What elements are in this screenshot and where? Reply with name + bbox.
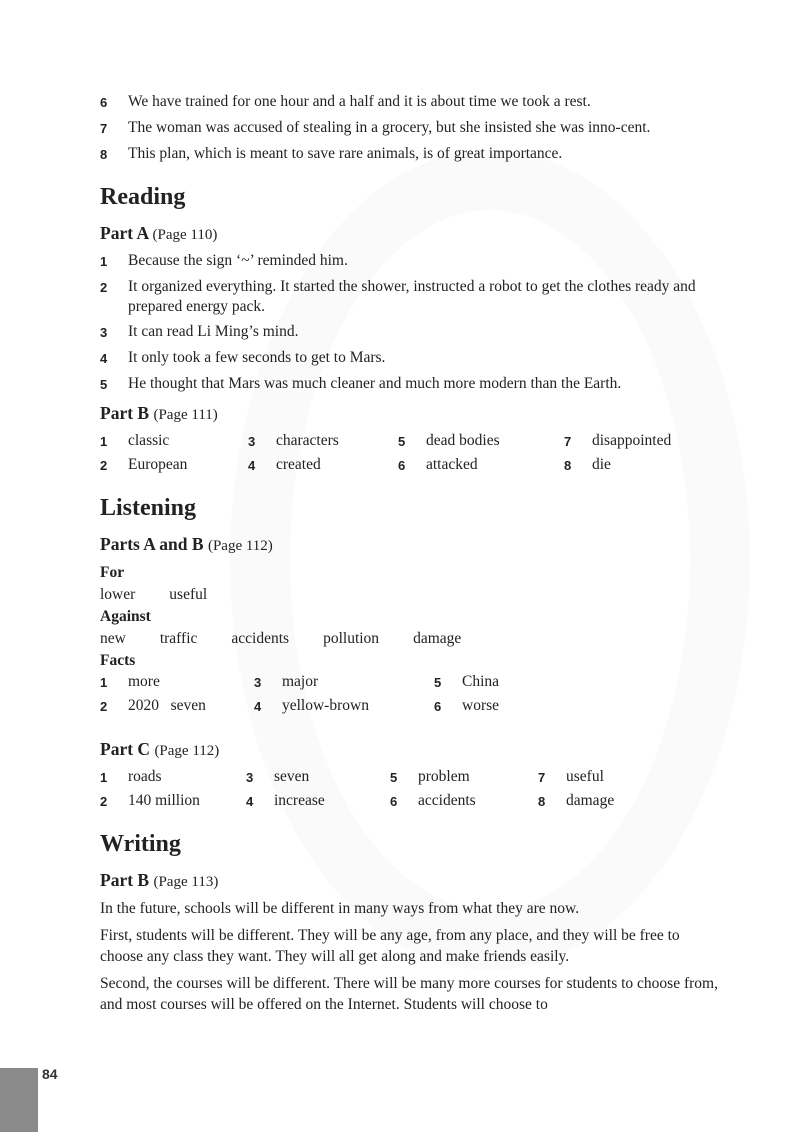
grid-item <box>390 791 538 812</box>
item-number: 2 <box>100 280 108 295</box>
part-label: Parts A and B <box>100 534 204 554</box>
item-number: 2 <box>100 699 108 714</box>
writing-part-b-heading <box>100 868 720 894</box>
item-number: 3 <box>100 325 108 340</box>
reading-heading: Reading <box>100 184 186 210</box>
item-number: 1 <box>100 434 108 449</box>
grid-item <box>246 791 390 812</box>
item-number: 5 <box>398 434 406 449</box>
page-ref: (Page 112) <box>207 538 273 554</box>
item-number: 1 <box>100 675 108 690</box>
list-item <box>100 251 720 272</box>
item-text: accidents <box>418 792 476 809</box>
item-number: 6 <box>398 458 406 473</box>
reading-part-a-list <box>100 251 720 395</box>
item-text: increase <box>274 792 325 809</box>
grid-item <box>100 696 254 717</box>
list-item <box>100 144 720 165</box>
list-item <box>100 277 720 317</box>
item-number: 3 <box>254 675 262 690</box>
writing-heading: Writing <box>100 831 181 857</box>
list-item <box>100 374 720 395</box>
reading-part-a-heading <box>100 221 720 247</box>
item-number: 7 <box>100 121 108 136</box>
page-number: 84 <box>42 1066 58 1082</box>
item-text: This plan, which is meant to save rare animals, is of great importance. <box>128 145 563 162</box>
listening-part-c-heading <box>100 737 720 763</box>
listening-part-c-grid <box>100 767 720 812</box>
word: new <box>100 630 126 647</box>
item-number: 1 <box>100 254 108 269</box>
grid-item <box>390 767 538 788</box>
reading-part-b-heading <box>100 401 720 427</box>
top-answer-list <box>100 92 720 165</box>
item-text: major <box>282 673 319 690</box>
item-number: 4 <box>246 794 254 809</box>
page-ref: (Page 111) <box>153 407 218 423</box>
word: useful <box>169 586 208 603</box>
item-text: It can read Li Ming’s mind. <box>128 323 299 340</box>
grid-item <box>434 672 584 693</box>
grid-item <box>100 455 248 476</box>
for-words <box>100 584 720 606</box>
item-number: 4 <box>100 351 108 366</box>
grid-item <box>248 431 398 452</box>
item-number: 7 <box>538 770 546 785</box>
item-text: dead bodies <box>426 432 500 449</box>
part-label: Part B <box>100 403 150 423</box>
item-number: 5 <box>100 377 108 392</box>
word: accidents <box>231 630 290 647</box>
page-ref: (Page 110) <box>152 227 218 243</box>
against-words <box>100 628 720 650</box>
grid-item <box>538 767 688 788</box>
item-number: 5 <box>390 770 398 785</box>
item-text: useful <box>566 768 604 785</box>
part-label: Part B <box>100 870 150 890</box>
item-text: die <box>592 456 611 473</box>
page-ref: (Page 112) <box>154 743 220 759</box>
word: pollution <box>323 630 380 647</box>
list-item <box>100 118 720 139</box>
item-text: attacked <box>426 456 478 473</box>
item-number: 2 <box>100 458 108 473</box>
grid-item <box>100 791 246 812</box>
facts-grid <box>100 672 720 717</box>
item-text: damage <box>566 792 615 809</box>
item-text: 2020 seven <box>128 697 206 714</box>
item-text: created <box>276 456 321 473</box>
item-text: He thought that Mars was much cleaner and much more modern than the Earth. <box>128 375 622 392</box>
item-number: 3 <box>246 770 254 785</box>
grid-item <box>434 696 584 717</box>
item-text: worse <box>462 697 500 714</box>
paragraph: First, students will be different. They will be any age, from any place, and they will be free to choose any class they want. They will all get along and make friends easily. <box>100 927 680 965</box>
word: lower <box>100 586 136 603</box>
word: damage <box>413 630 462 647</box>
item-number: 3 <box>248 434 256 449</box>
item-number: 6 <box>434 699 442 714</box>
item-number: 5 <box>434 675 442 690</box>
item-text: It only took a few seconds to get to Mars. <box>128 349 386 366</box>
item-number: 4 <box>248 458 256 473</box>
item-text: yellow-brown <box>282 697 369 714</box>
against-label: Against <box>100 608 151 625</box>
grid-item <box>100 672 254 693</box>
grid-item <box>100 431 248 452</box>
grid-item <box>538 791 688 812</box>
grid-item <box>248 455 398 476</box>
item-number: 7 <box>564 434 572 449</box>
grid-item <box>100 767 246 788</box>
item-text: seven <box>274 768 310 785</box>
listening-parts-ab-heading <box>100 532 720 558</box>
list-item <box>100 348 720 369</box>
item-text: European <box>128 456 188 473</box>
item-text: It organized everything. It started the shower, instructed a robot to get the clothes ready and prepared energy pack. <box>128 278 696 315</box>
facts-label: Facts <box>100 652 136 669</box>
item-number: 6 <box>390 794 398 809</box>
for-label: For <box>100 564 125 581</box>
page-ref: (Page 113) <box>153 874 219 890</box>
item-text: 140 million <box>128 792 200 809</box>
item-text: characters <box>276 432 339 449</box>
list-item <box>100 92 720 113</box>
grid-item <box>564 431 714 452</box>
item-text: roads <box>128 768 162 785</box>
item-text: Because the sign ‘~’ reminded him. <box>128 252 348 269</box>
item-number: 4 <box>254 699 262 714</box>
grid-item <box>398 431 564 452</box>
item-text: We have trained for one hour and a half and it is about time we took a rest. <box>128 93 591 110</box>
item-number: 8 <box>100 147 108 162</box>
grid-item <box>398 455 564 476</box>
grid-item <box>564 455 714 476</box>
page-edge-bar <box>0 1068 38 1132</box>
item-text: disappointed <box>592 432 672 449</box>
item-number: 1 <box>100 770 108 785</box>
item-text: classic <box>128 432 170 449</box>
paragraph: Second, the courses will be different. There will be many more courses for students to choose from, and most courses will be offered on the Internet. Students will choose to <box>100 975 718 1013</box>
item-text: problem <box>418 768 470 785</box>
item-text: China <box>462 673 500 690</box>
item-text: The woman was accused of stealing in a grocery, but she insisted she was inno-cent. <box>128 119 651 136</box>
paragraph: In the future, schools will be different in many ways from what they are now. <box>100 900 580 917</box>
item-number: 2 <box>100 794 108 809</box>
part-label: Part A <box>100 223 149 243</box>
part-label: Part C <box>100 739 151 759</box>
grid-item <box>254 696 434 717</box>
grid-item <box>246 767 390 788</box>
item-text: more <box>128 673 160 690</box>
item-number: 8 <box>538 794 546 809</box>
grid-item <box>254 672 434 693</box>
page-content <box>100 92 720 1021</box>
list-item <box>100 322 720 343</box>
listening-heading: Listening <box>100 495 197 521</box>
word: traffic <box>159 630 198 647</box>
item-number: 8 <box>564 458 572 473</box>
reading-part-b-grid <box>100 431 720 476</box>
item-number: 6 <box>100 95 108 110</box>
